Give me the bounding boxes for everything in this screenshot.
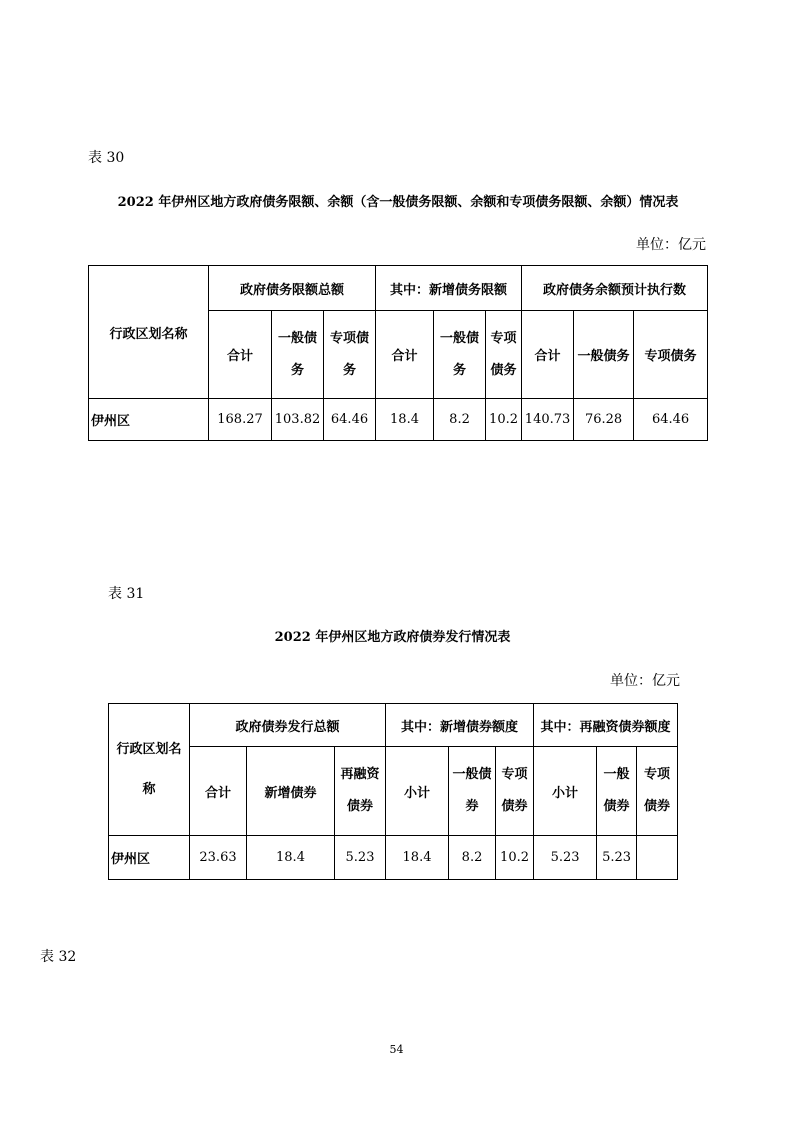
t30-cell: 18.4 [376, 399, 434, 441]
t30-cell: 140.73 [522, 399, 574, 441]
t30-g2-general: 一般债 务 [434, 311, 486, 399]
t31-cell: 23.63 [190, 836, 247, 880]
t30-g3-total: 合计 [522, 311, 574, 399]
t30-g1-special: 专项债 务 [324, 311, 376, 399]
t30-header-balance: 政府债务余额预计执行数 [522, 266, 708, 311]
t31-g3-special: 专项 债券 [637, 747, 678, 836]
table-row [89, 399, 708, 441]
table-row [109, 836, 678, 880]
table30-title: 2022 年伊州区地方政府债务限额、余额（含一般债务限额、余额和专项债务限额、余额）情况表 [117, 195, 679, 210]
t31-header-new-bonds: 其中：新增债券额度 [386, 704, 534, 747]
t31-cell: 5.23 [597, 836, 637, 880]
t30-cell: 64.46 [324, 399, 376, 441]
t31-g1-total: 合计 [190, 747, 247, 836]
t30-header-region: 行政区划名称 [89, 266, 209, 399]
t30-cell: 168.27 [209, 399, 272, 441]
t31-g1-refi: 再融资 债券 [335, 747, 386, 836]
table30-label: 表 30 [88, 150, 125, 166]
table30-unit: 单位：亿元 [636, 237, 706, 253]
t31-g3-subtotal: 小计 [534, 747, 597, 836]
t31-g3-general: 一般 债券 [597, 747, 637, 836]
t30-header-new-limit: 其中：新增债务限额 [376, 266, 522, 311]
t31-header-region: 行政区划名 称 [109, 704, 190, 836]
table31-unit: 单位：亿元 [610, 673, 680, 689]
table31-label: 表 31 [108, 586, 145, 602]
t31-header-issuance-total: 政府债券发行总额 [190, 704, 386, 747]
table31 [108, 703, 678, 880]
table32-label: 表 32 [40, 949, 77, 965]
t31-row-region: 伊州区 [109, 836, 190, 880]
t31-cell [637, 836, 678, 880]
t31-g1-new: 新增债券 [247, 747, 335, 836]
t31-cell: 8.2 [449, 836, 496, 880]
table30 [88, 265, 708, 441]
page-number: 54 [389, 1043, 404, 1056]
t31-g2-subtotal: 小计 [386, 747, 449, 836]
t31-g2-special: 专项 债券 [496, 747, 534, 836]
t30-g1-general: 一般债 务 [272, 311, 324, 399]
t30-row-region: 伊州区 [89, 399, 209, 441]
table31-title: 2022 年伊州区地方政府债券发行情况表 [274, 630, 511, 645]
t30-cell: 10.2 [486, 399, 522, 441]
t30-g3-general: 一般债务 [574, 311, 634, 399]
t30-g2-total: 合计 [376, 311, 434, 399]
t31-cell: 5.23 [335, 836, 386, 880]
t30-cell: 8.2 [434, 399, 486, 441]
t31-cell: 10.2 [496, 836, 534, 880]
t30-cell: 64.46 [634, 399, 708, 441]
t31-g2-general: 一般债 券 [449, 747, 496, 836]
t31-cell: 18.4 [247, 836, 335, 880]
t30-cell: 103.82 [272, 399, 324, 441]
t30-cell: 76.28 [574, 399, 634, 441]
t31-cell: 18.4 [386, 836, 449, 880]
t30-g3-special: 专项债务 [634, 311, 708, 399]
t31-header-refinancing: 其中：再融资债券额度 [534, 704, 678, 747]
t30-g1-total: 合计 [209, 311, 272, 399]
t30-header-limit-total: 政府债务限额总额 [209, 266, 376, 311]
t30-g2-special: 专项 债务 [486, 311, 522, 399]
t31-cell: 5.23 [534, 836, 597, 880]
